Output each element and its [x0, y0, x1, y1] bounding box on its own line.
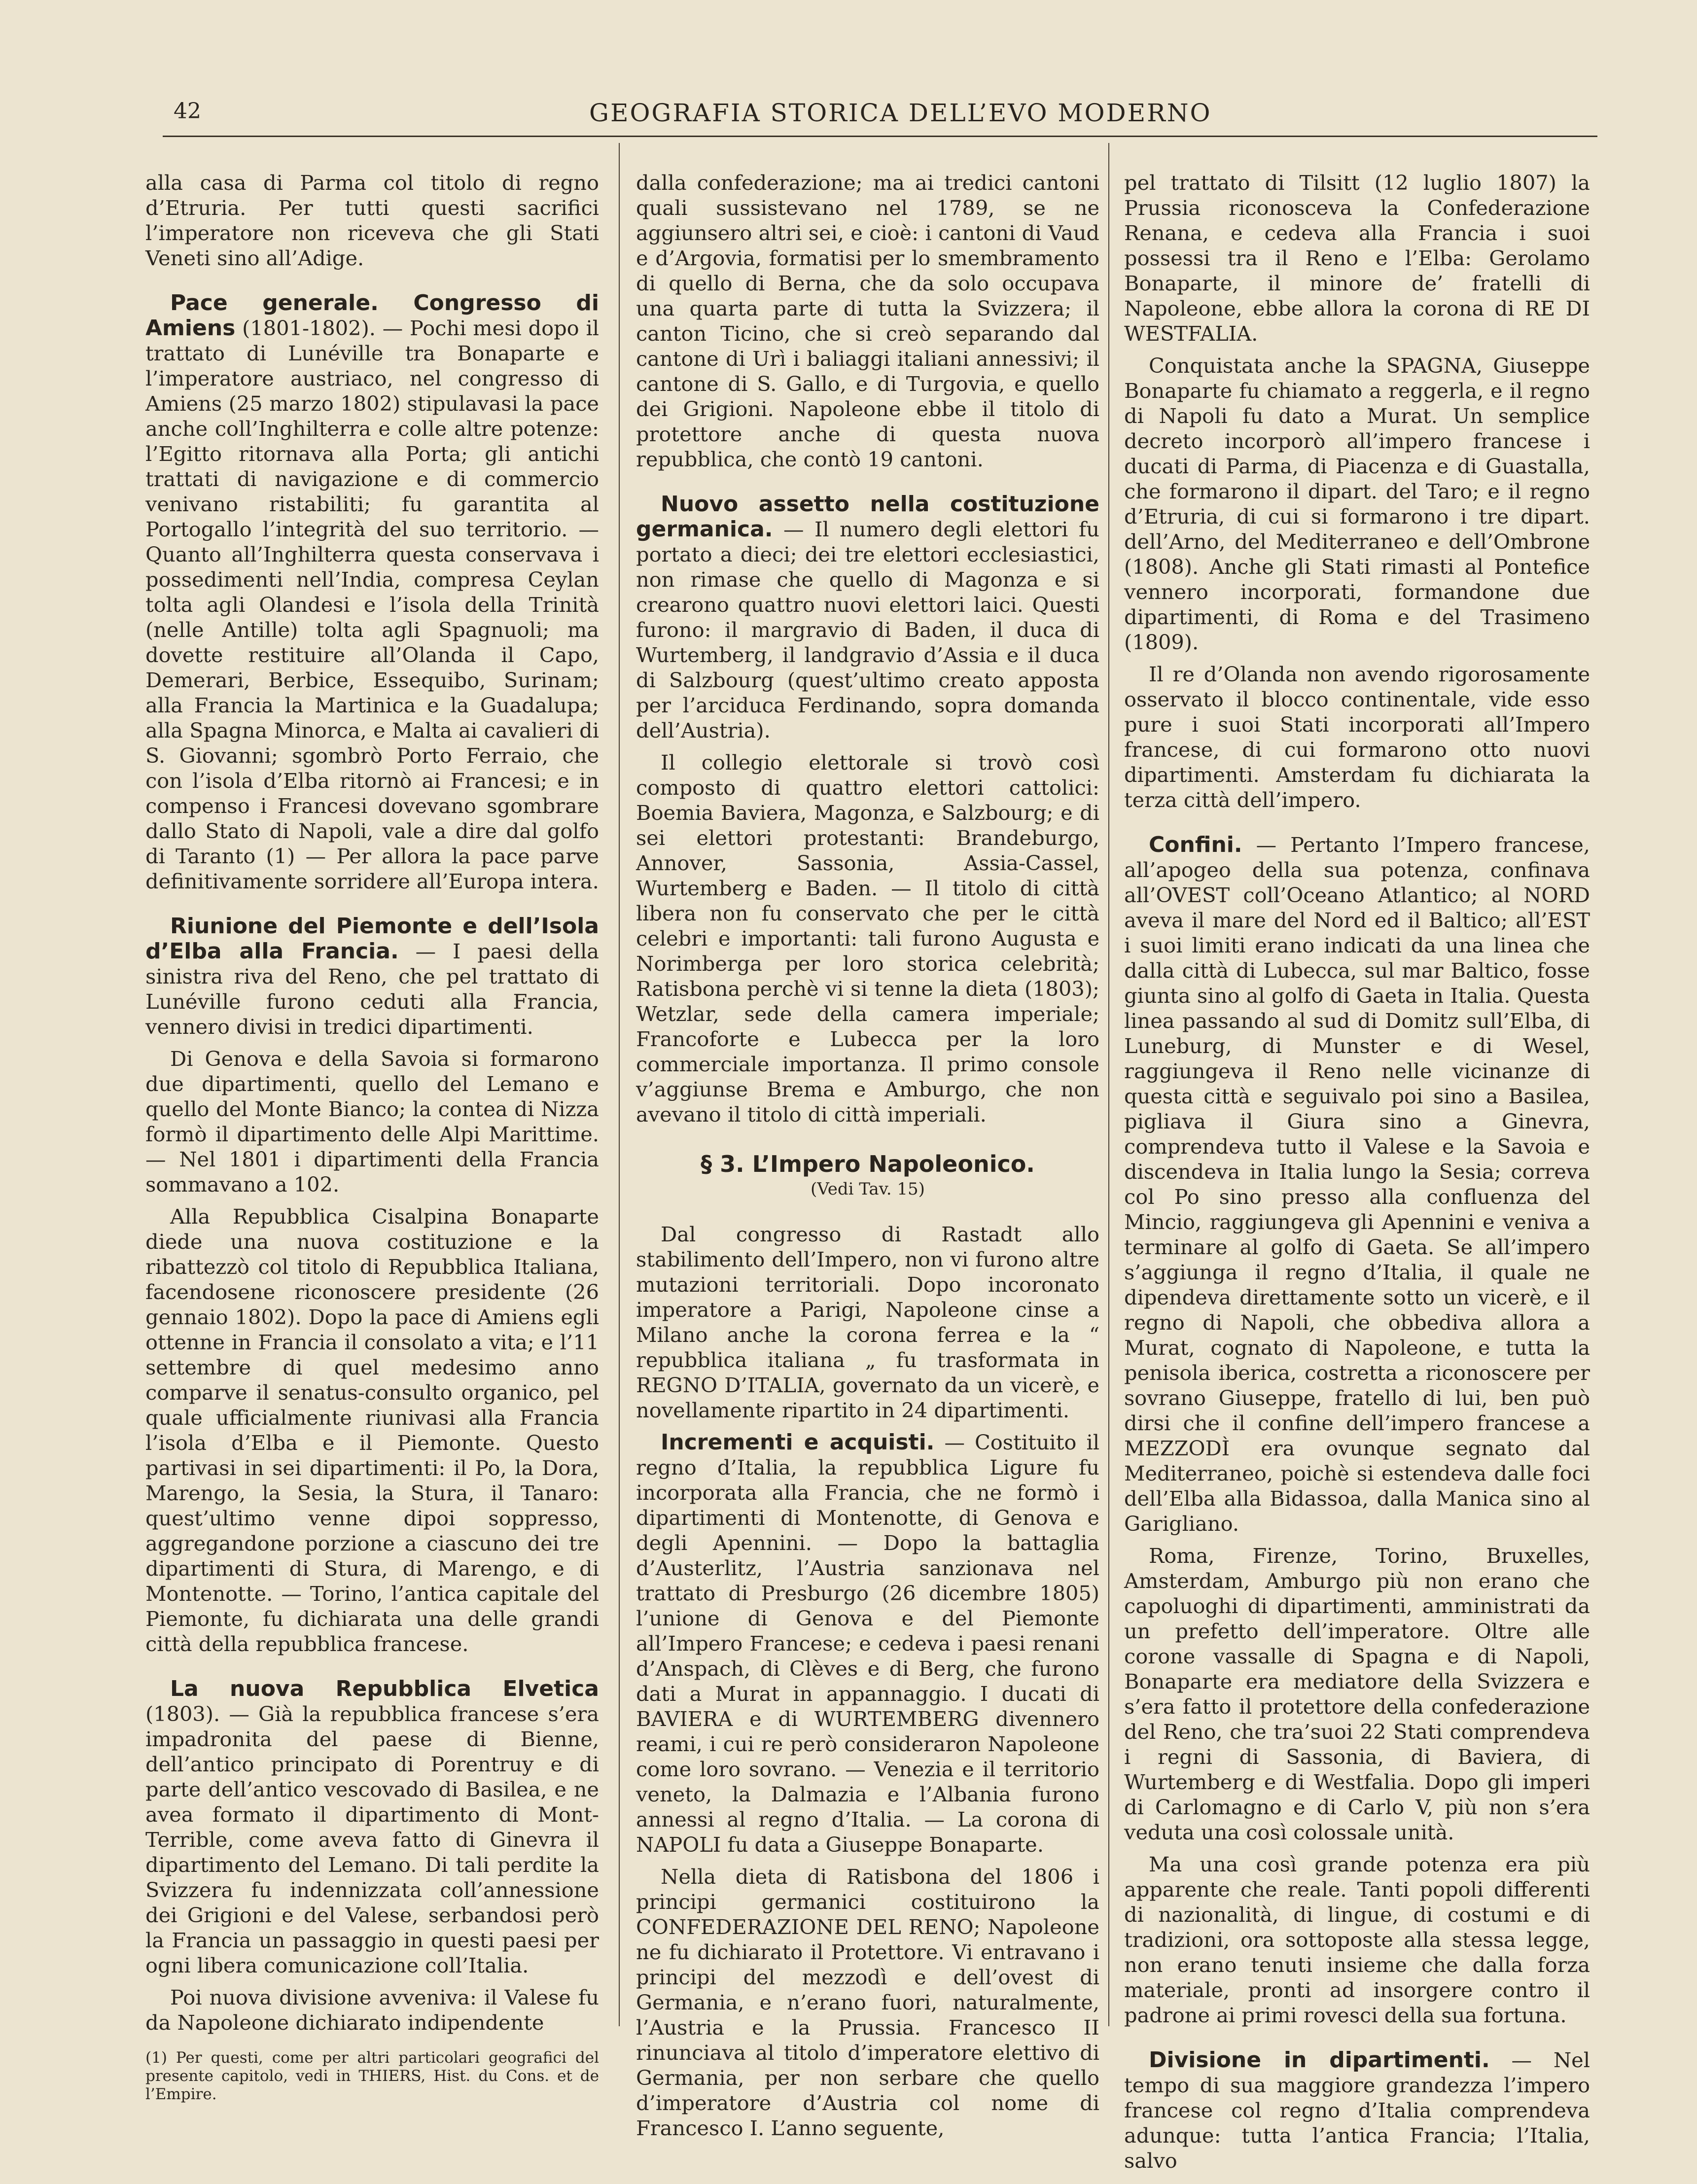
paragraph: Il re d’Olanda non avendo rigorosamente osservato il blocco continentale, vide esso pure i suoi Stati incorporati all’Impero francese, di cui formarono otto nuovi dipartimenti. Amsterdam fu dichiarata la terza città dell’impero.	[1124, 662, 1590, 812]
paragraph: Di Genova e della Savoia si formarono due dipartimenti, quello del Lemano e quello del Monte Bianco; la contea di Nizza formò il dipartimento delle Alpi Marittime. — Nel 1801 i dipartimenti della Francia sommavano a 102.	[145, 1047, 599, 1197]
paragraph-text: (1803). — Già la repubblica francese s’era impadronita del paese di Bienne, dell’antico principato di Porentruy e di parte dell’antico vescovado di Basilea, e ne avea formato il dipartimento di Mont-Terrible, come aveva fatto di Ginevra il dipartimento del Lemano. Di tali perdite la Svizzera fu indennizzata coll’annessione dei Grigioni e del Valese, serbandosi però la Francia un passaggio in questi paesi per ogni libera comunicazione coll’Italia.	[145, 1702, 599, 1977]
paragraph-text: — Pertanto l’Impero francese, all’apogeo della sua potenza, confinava all’OVEST coll’Oceano Atlantico; al NORD aveva il mare del Nord ed il Baltico; all’EST i suoi limiti erano indicati da una linea che dalla città di Lubecca, sul mar Baltico, fosse giunta sino al golfo di Gaeta in Italia. Questa linea passando al sud di Domitz sull’Elba, di Luneburg, di Munster e di Wesel, raggiungeva il Reno nelle vicinanze di questa città e seguivalo poi sino a Basilea, pigliava il Giura sino a Ginevra, comprendeva tutto il Valese e la Savoia e discendeva in Italia lungo la Sesia; correva col Po sino presso alla confluenza del Mincio, raggiungeva gli Apennini e veniva a terminare al golfo di Gaeta. Se all’impero s’aggiunga il regno d’Italia, il quale ne dipendeva direttamente sotto un vicerè, e il regno di Napoli, che obbediva allora a Murat, cognato di Napoleone, e tutta la penisola iberica, costretta a riconoscere per sovrano Giuseppe, fratello di lui, ben può dirsi che il confine dell’impero francese a MEZZODÌ era ovunque segnato dal Mediterraneo, poichè si estendeva dalle foci dell’Elba alla Bidassoa, dalla Manica sino al Garigliano.	[1124, 833, 1590, 1536]
paragraph	[636, 1430, 1099, 1857]
paragraph-text: (1801-1802). — Pochi mesi dopo il trattato di Lunéville tra Bonaparte e l’imperatore austriaco, nel congresso di Amiens (25 marzo 1802) stipulavasi la pace anche coll’Inghilterra e colle altre potenze: l’Egitto ritornava alla Porta; gli antichi trattati di navigazione e di commercio venivano ristabiliti; fu garantita al Portogallo l’integrità del suo territorio. — Quanto all’Inghilterra questa conservava i possedimenti nell’India, compresa Ceylan tolta agli Olandesi e l’isola della Trinità (nelle Antille) tolta agli Spagnuoli; ma dovette restituire all’Olanda il Capo, Demerari, Berbice, Essequibo, Surinam; alla Francia la Martinica e la Guadalupa; alla Spagna Minorca, e Malta ai cavalieri di S. Giovanni; sgombrò Porto Ferraio, che con l’isola d’Elba ritornò ai Francesi; e in compenso i Francesi dovevano sgombrare dallo Stato di Napoli, vale a dire dal golfo di Taranto (1) — Per allora la pace parve definitivamente sorridere all’Europa intera.	[145, 316, 599, 893]
paragraph	[636, 492, 1099, 743]
paragraph: dalla confederazione; ma ai tredici cantoni quali sussistevano nel 1789, se ne aggiunsero altri sei, e cioè: i cantoni di Vaud e d’Argovia, formatisi per lo smembramento di quello di Berna, che da solo occupava una quarta parte di tutta la Svizzera; il canton Ticino, che si creò separando dal cantone di Urì i baliaggi italiani annessivi; il cantone di S. Gallo, e di Turgovia, e quello dei Grigioni. Napoleone ebbe il titolo di protettore anche di questa nuova repubblica, che contò 19 cantoni.	[636, 171, 1099, 471]
paragraph: Conquistata anche la SPAGNA, Giuseppe Bonaparte fu chiamato a reggerla, e il regno di Napoli fu dato a Murat. Un semplice decreto incorporò all’impero francese i ducati di Parma, di Piacenza e di Guastalla, che formarono il dipart. del Taro; e il regno d’Etruria, di cui si formarono i tre dipart. dell’Arno, del Mediterraneo e dell’Ombrone (1808). Anche gli Stati rimasti al Pontefice vennero incorporati, formandone due dipartimenti, di Roma e del Trasimeno (1809).	[1124, 353, 1590, 654]
paragraph-text: — Costituito il regno d’Italia, la repubblica Ligure fu incorporata alla Francia, che ne formò i dipartimenti di Montenotte, di Genova e degli Apennini. — Dopo la battaglia d’Austerlitz, l’Austria sanzionava nel trattato di Presburgo (26 dicembre 1805) l’unione di Genova e del Piemonte all’Impero Francese; e cedeva i paesi renani d’Anspach, di Clèves e di Berg, che furono dati a Murat in appannaggio. I ducati di BAVIERA e di WURTEMBERG divennero reami, i cui re però consideraron Napoleone come loro sovrano. — Venezia e il territorio veneto, la Dalmazia e l’Albania furono annessi al regno d’Italia. — La corona di NAPOLI fu data a Giuseppe Bonaparte.	[636, 1430, 1099, 1857]
column-3	[1124, 170, 1590, 2180]
section-heading: Nuovo assetto nella costituzione germanica.	[636, 492, 1099, 542]
chapter-section-title	[636, 1152, 1099, 1202]
paragraph	[145, 290, 599, 894]
section-heading: Riunione del Piemonte e dell’Isola d’Elba alla Francia.	[145, 914, 599, 964]
section-heading: Divisione in dipartimenti.	[1149, 2047, 1490, 2073]
footnote: (1) Per questi, come per altri particolari geografici del presente capitolo, vedi in THIERS, Hist. du Cons. et de l’Empire.	[145, 2049, 599, 2103]
section-heading: Pace generale. Congresso di Amiens	[145, 290, 599, 341]
paragraph: Ma una così grande potenza era più apparente che reale. Tanti popoli differenti di nazionalità, di lingue, di costumi e di tradizioni, ora sottoposte alla stessa legge, non erano tenuti insieme che dalla forza materiale, pronti ad insorgere contro il padrone ai primi rovesci della sua fortuna.	[1124, 1852, 1590, 2027]
paragraph: Il collegio elettorale si trovò così composto di quattro elettori cattolici: Boemia Baviera, Magonza, e Salzbourg; e di sei elettori protestanti: Brandeburgo, Annover, Sassonia, Assia-Cassel, Wurtemberg e Baden. — Il titolo di città libera non fu conservato che per le città celebri e importanti: tali furono Augusta e Norimberga per loro storica celebrità; Ratisbona perchè vi si tenne la dieta (1803); Wetzlar, sede della camera imperiale; Francoforte e Lubecca per la loro commerciale importanza. Il primo console v’aggiunse Brema e Amburgo, che non avevano il titolo di città imperiali.	[636, 750, 1099, 1127]
paragraph-text: — Il numero degli elettori fu portato a dieci; dei tre elettori ecclesiastici, non rimase che quello di Magonza e si crearono quattro nuovi elettori laici. Questi furono: il margravio di Baden, il duca di Wurtemberg, il landgravio d’Assia e il duca di Salzbourg (quest’ultimo creato apposta per l’arciduca Ferdinando, sopra domanda dell’Austria).	[636, 517, 1099, 742]
column-1	[145, 170, 599, 2104]
paragraph: Poi nuova divisione avveniva: il Valese fu da Napoleone dichiarato indipendente	[145, 1985, 599, 2035]
paragraph-text: — Nel tempo di sua maggiore grandezza l’impero francese col regno d’Italia comprendeva adunque: tutta l’antica Francia; l’Italia, salvo	[1124, 2048, 1590, 2173]
paragraph: Dal congresso di Rastadt allo stabilimento dell’Impero, non vi furono altre mutazioni territoriali. Dopo incoronato imperatore a Parigi, Napoleone cinse a Milano anche la corona ferrea e la “ repubblica italiana „ fu trasformata in REGNO D’ITALIA, governato da un vicerè, e novellamente ripartito in 24 dipartimenti.	[636, 1222, 1099, 1422]
column-divider-left	[619, 143, 620, 2026]
section-heading: Incrementi e acquisti.	[661, 1430, 935, 1455]
paragraph	[145, 914, 599, 1039]
page-header	[0, 0, 1697, 148]
page-number: 42	[174, 99, 201, 124]
paragraph	[1124, 2047, 1590, 2173]
paragraph: pel trattato di Tilsitt (12 luglio 1807) la Prussia riconosceva la Confederazione Renana, e cedeva alla Francia i suoi possessi tra il Reno e l’Elba: Gerolamo Bonaparte, il minore de’ fratelli di Napoleone, ebbe allora la corona di RE DI WESTFALIA.	[1124, 171, 1590, 346]
section-heading: Confini.	[1149, 832, 1242, 857]
section-title: § 3. L’Impero Napoleonico.	[701, 1151, 1035, 1177]
paragraph-text: — I paesi della sinistra riva del Reno, che pel trattato di Lunéville furono ceduti alla Francia, vennero divisi in tredici dipartimenti.	[145, 939, 599, 1039]
section-subtitle: (Vedi Tav. 15)	[811, 1179, 925, 1199]
paragraph: alla casa di Parma col titolo di regno d’Etruria. Per tutti questi sacrifici l’imperatore non riceveva che gli Stati Veneti sino all’Adige.	[145, 171, 599, 270]
paragraph	[1124, 832, 1590, 1536]
paragraph	[145, 1676, 599, 1978]
paragraph: Roma, Firenze, Torino, Bruxelles, Amsterdam, Amburgo più non erano che capoluoghi di dipartimenti, amministrati da un prefetto dell’imperatore. Oltre alle corone vassalle di Spagna e di Napoli, Bonaparte era mediatore della Svizzera e s’era fatto il protettore della confederazione del Reno, che tra’suoi 22 Stati comprendeva i regni di Sassonia, di Baviera, di Wurtemberg e di Westfalia. Dopo gli imperi di Carlomagno e di Carlo V, più non s’era veduta una così colossale unità.	[1124, 1544, 1590, 1844]
paragraph: Nella dieta di Ratisbona del 1806 i principi germanici costituirono la CONFEDERAZIONE DEL RENO; Napoleone ne fu dichiarato il Protettore. Vi entravano i principi del mezzodì e dell’ovest di Germania, e n’erano fuori, naturalmente, l’Austria e la Prussia. Francesco II rinunciava al titolo d’imperatore elettivo di Germania, per non serbare che quello d’imperatore d’Austria col nome di Francesco I. L’anno seguente,	[636, 1865, 1099, 2140]
column-divider-right	[1108, 143, 1109, 2026]
section-heading: La nuova Repubblica Elvetica	[170, 1676, 599, 1701]
running-title: GEOGRAFIA STORICA DELL’EVO MODERNO	[589, 99, 1212, 127]
header-rule	[163, 136, 1597, 137]
column-2	[636, 170, 1099, 2148]
paragraph: Alla Repubblica Cisalpina Bonaparte diede una nuova costituzione e la ribattezzò col titolo di Repubblica Italiana, facendosene riconoscere presidente (26 gennaio 1802). Dopo la pace di Amiens egli ottenne in Francia il consolato a vita; e l’11 settembre di quel medesimo anno comparve il senatus-consulto organico, pel quale ufficialmente riunivasi alla Francia l’isola d’Elba e il Piemonte. Questo partivasi in sei dipartimenti: il Po, la Dora, Marengo, la Sesia, la Stura, il Tanaro: quest’ultimo venne dipoi soppresso, aggregandone porzione a ciascuno dei tre dipartimenti di Stura, di Marengo, e di Montenotte. — Torino, l’antica capitale del Piemonte, fu dichiarata una delle grandi città della repubblica francese.	[145, 1204, 599, 1656]
